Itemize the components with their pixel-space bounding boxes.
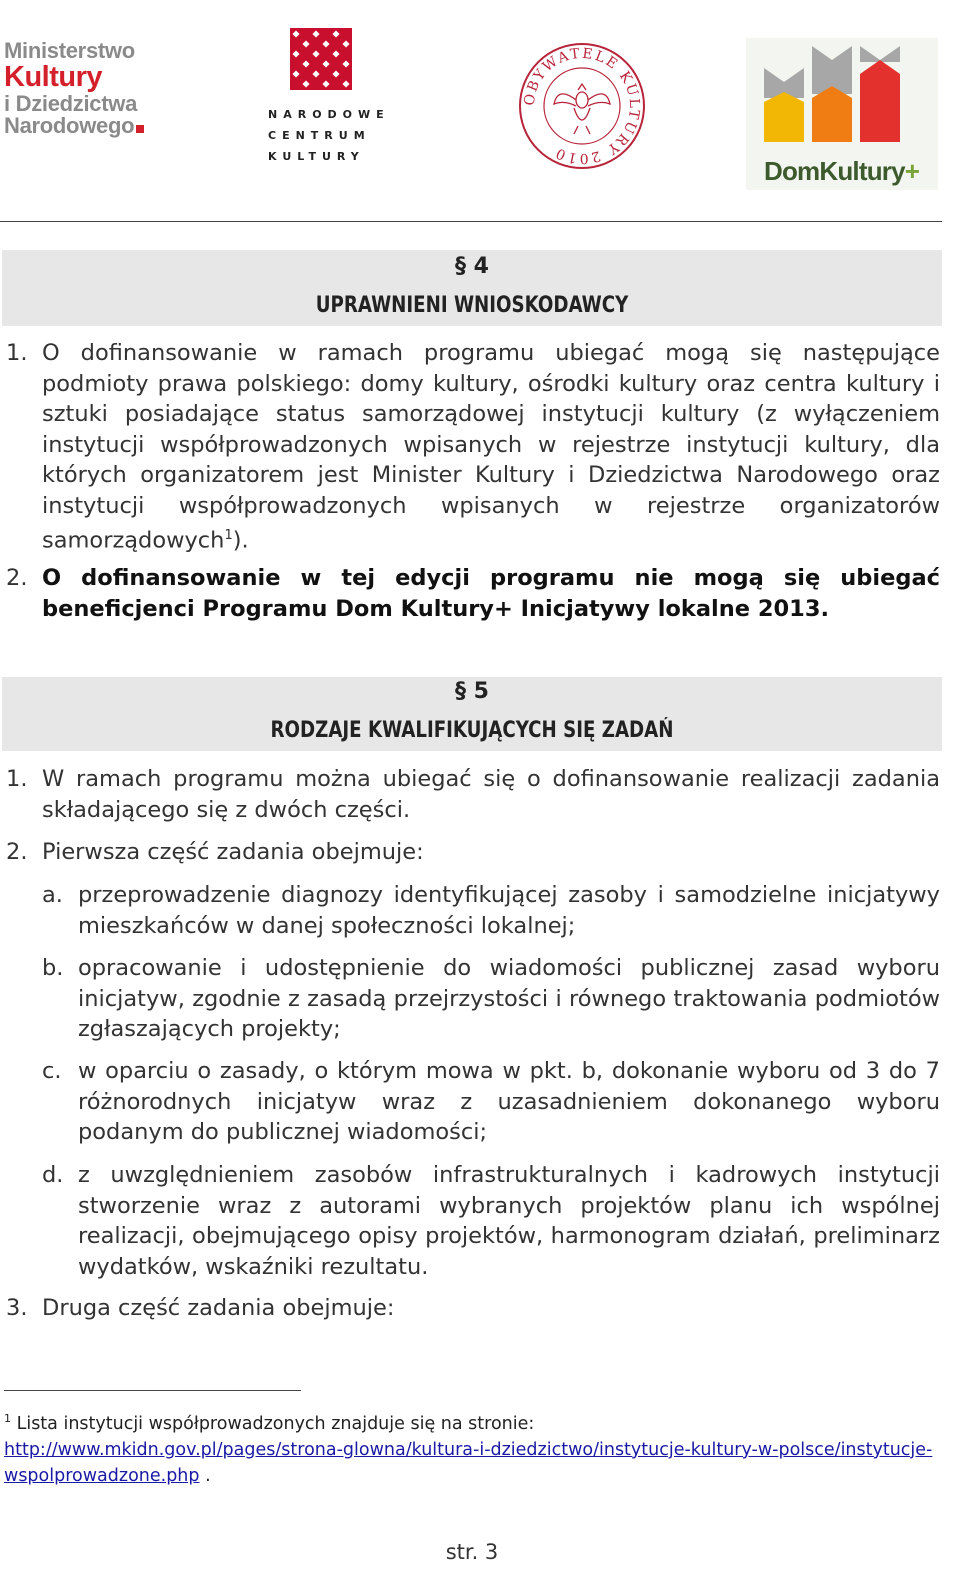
subitem-letter: b. xyxy=(42,955,64,981)
section5-number: § 5 xyxy=(455,679,489,704)
nck-logo xyxy=(268,28,390,167)
footnote-divider xyxy=(4,1390,301,1391)
ministry-logo xyxy=(4,40,174,137)
item-number: 1. xyxy=(6,766,28,792)
footnote xyxy=(4,1406,934,1489)
section5-subitem-d xyxy=(42,1160,940,1282)
item-text: Pierwsza część zadania obejmuje: xyxy=(42,839,424,865)
ministry-logo-line4: Narodowego xyxy=(4,113,135,138)
footnote-mark: 1 xyxy=(4,1412,11,1425)
domkultury-wordmark xyxy=(764,156,919,187)
section5-header xyxy=(2,677,942,751)
section4-number: § 4 xyxy=(455,254,489,279)
header-logos xyxy=(0,0,960,220)
page-number: str. 3 xyxy=(445,1540,499,1564)
subitem-text: z uwzględnieniem zasobów infrastrukturalnych i kadrowych instytucji stworzenie wraz z autorami wybranych projektów planu ich wspólnej realizacji, obejmującego opisy projektów, harmonogram działań, preliminarz wydatków, wskaźniki rezultatu. xyxy=(78,1162,940,1280)
item-number: 3. xyxy=(6,1295,28,1321)
section5-subitem-a xyxy=(42,880,940,941)
section4-item-1 xyxy=(6,338,940,556)
item-text-tail: ). xyxy=(232,527,249,554)
svg-text:OBYWATELE KULTURY 2010 xyxy=(522,46,643,166)
item-number: 2. xyxy=(6,565,28,591)
ministry-logo-line1: Ministerstwo xyxy=(4,38,135,63)
nck-emblem-icon xyxy=(290,28,352,90)
item-text: W ramach programu można ubiegać się o dofinansowanie realizacji zadania składającego się z dwóch części. xyxy=(42,766,940,823)
item-text-wrap xyxy=(42,338,940,556)
item-text: O dofinansowanie w ramach programu ubiegać mogą się następujące podmioty prawa polskiego: domy kultury, ośrodki kultury oraz centra kultury i sztuki posiadające status samorządowej instytucji kultury (z wyłączeniem instytucji współprowadzonych wpisanych w rejestrze instytucji kultury, dla których organizatorem jest Minister Kultury i Dziedzictwa Narodowego oraz instytucji współprowadzonych wpisanych w rejestrze organizatorów samorządowych xyxy=(42,340,940,554)
seal-logo xyxy=(518,42,646,170)
domkultury-text: DomKultury xyxy=(764,156,905,186)
item-number: 2. xyxy=(6,839,28,865)
domkultury-plus: + xyxy=(904,156,920,186)
header-divider xyxy=(0,221,942,222)
subitem-text: opracowanie i udostępnienie do wiadomości publicznej zasad wyboru inicjatyw, zgodnie z zasadą przejrzystości i równego traktowania podmiotów zgłaszających projekty; xyxy=(78,955,940,1042)
subitem-letter: d. xyxy=(42,1162,64,1188)
section5-item-1 xyxy=(6,764,940,825)
nck-logo-text2: CENTRUM xyxy=(268,129,371,142)
ministry-logo-line2: Kultury xyxy=(4,61,102,93)
ministry-logo-line3: i Dziedzictwa xyxy=(4,91,138,116)
domkultury-houses-icon xyxy=(746,38,938,156)
footnote-line xyxy=(4,1406,934,1437)
subitem-letter: c. xyxy=(42,1058,62,1084)
nck-logo-text3: KULTURY xyxy=(268,150,365,163)
footnote-link[interactable]: http://www.mkidn.gov.pl/pages/strona-glowna/kultura-i-dziedzictwo/instytucje-kultury-w-polsce/instytucje-wspolprowadzone.php xyxy=(4,1439,933,1486)
subitem-letter: a. xyxy=(42,882,63,908)
section4-header xyxy=(2,250,942,326)
ministry-logo-line4-wrap xyxy=(4,115,174,137)
domkultury-logo xyxy=(746,38,938,190)
eagle-seal-icon xyxy=(518,42,646,170)
nck-logo-text xyxy=(268,104,390,167)
section5-item-2 xyxy=(6,837,940,868)
subitem-text: przeprowadzenie diagnozy identyfikującej zasoby i samodzielne inicjatywy mieszkańców w danej społeczności lokalnej; xyxy=(78,882,940,939)
seal-ring-text: OBYWATELE KULTURY 2010 xyxy=(521,45,643,167)
section5-title: RODZAJE KWALIFIKUJĄCYCH SIĘ ZADAŃ xyxy=(270,718,674,743)
item-text: Druga część zadania obejmuje: xyxy=(42,1295,395,1321)
item-text: O dofinansowanie w tej edycji programu nie mogą się ubiegać beneficjenci Programu Dom Kultury+ Inicjatywy lokalne 2013. xyxy=(42,565,940,622)
subitem-text: w oparciu o zasady, o którym mowa w pkt. b, dokonanie wyboru od 3 do 7 różnorodnych inicjatyw wraz z uzasadnieniem dokonanego wyboru podanym do publicznej wiadomości; xyxy=(78,1058,940,1145)
section5-subitem-c xyxy=(42,1056,940,1148)
item-number: 1. xyxy=(6,340,28,366)
ministry-logo-dot xyxy=(136,125,144,133)
footnote-link-line xyxy=(4,1437,934,1489)
section5-item-3 xyxy=(6,1293,940,1324)
section5-subitem-b xyxy=(42,953,940,1045)
footnote-after: . xyxy=(205,1465,211,1486)
nck-logo-text1: NARODOWE xyxy=(268,108,390,121)
footnote-ref[interactable]: 1 xyxy=(224,528,233,543)
footnote-text: Lista instytucji współprowadzonych znajduje się na stronie: xyxy=(16,1413,535,1434)
section4-item-2 xyxy=(6,563,940,624)
section4-title: UPRAWNIENI WNIOSKODAWCY xyxy=(315,293,629,318)
